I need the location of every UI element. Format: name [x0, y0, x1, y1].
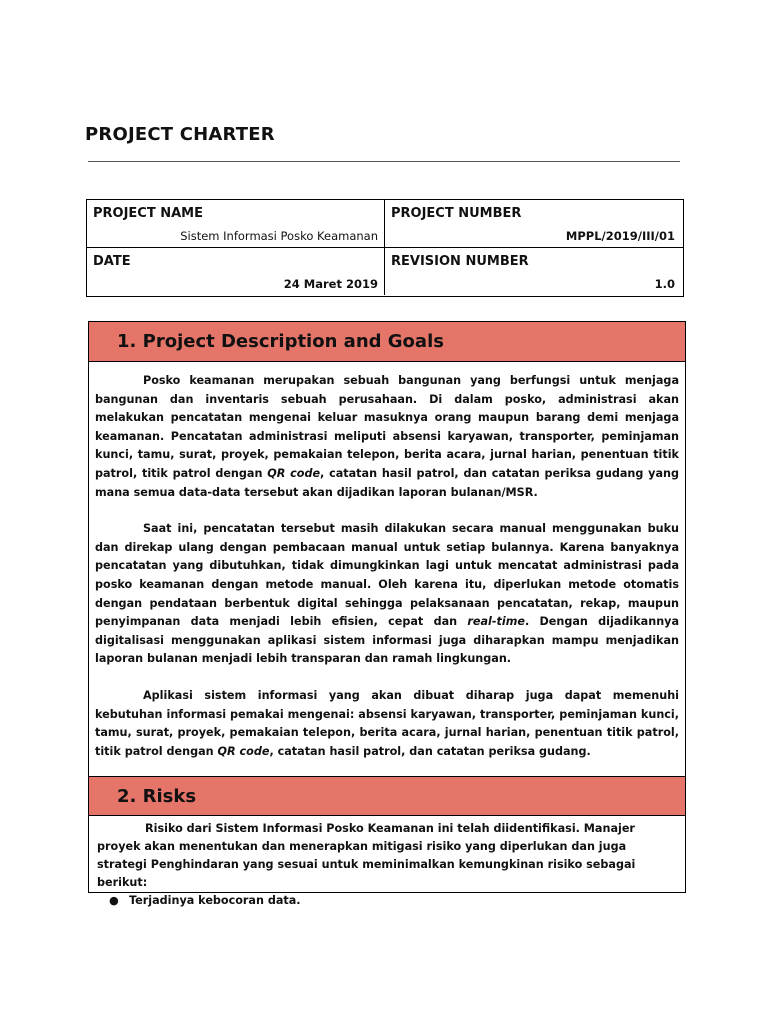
project-description-heading: 1. Project Description and Goals	[89, 322, 685, 362]
project-name-value: Sistem Informasi Posko Keamanan	[180, 229, 378, 243]
risks-heading: 2. Risks	[89, 777, 685, 816]
description-paragraph-1: Posko keamanan merupakan sebuah bangunan yang berfungsi untuk menjaga bangunan dan inventaris sebuah perusahaan. Di dalam posko, administrasi akan melakukan pencatatan mengenai keluar masuknya orang maupun barang demi menjaga keamanan. Pencatatan administrasi meliputi absensi karyawan, transporter, peminjaman kunci, tamu, surat, proyek, pemakaian telepon, berita acara, jurnal harian, penentuan titik patrol, titik patrol dengan QR code, catatan hasil patrol, dan catatan periksa gudang yang mana semua data-data tersebut akan dijadikan laporan bulanan/MSR.	[95, 374, 680, 499]
project-description-body	[89, 362, 685, 769]
project-number-label: PROJECT NUMBER	[391, 206, 522, 221]
risks-intro: Risiko dari Sistem Informasi Posko Keamanan ini telah diidentifikasi. Manajer proyek akan menentukan dan menerapkan mitigasi risiko yang diperlukan dan juga strategi Penghindaran yang sesuai untuk meminimalkan kemungkinan risiko sebagai berikut:	[97, 822, 636, 889]
risks-section	[88, 776, 686, 907]
project-info-table	[86, 199, 684, 297]
description-paragraph-3: Aplikasi sistem informasi yang akan dibuat diharap juga dapat memenuhi kebutuhan informasi pemakai mengenai: absensi karyawan, transporter, peminjaman kunci, tamu, surat, proyek, pemakaian telepon, berita acara, jurnal harian, penentuan titik patrol, titik patrol dengan QR code, catatan hasil patrol, dan catatan periksa gudang.	[95, 688, 679, 758]
description-paragraph-2: Saat ini, pencatatan tersebut masih dilakukan secara manual menggunakan buku dan direkap ulang dengan pembacaan manual untuk setiap bulannya. Karena banyaknya pencatatan yang dibutuhkan, tidak dimungkinkan lagi untuk mencatat administrasi pada posko keamanan dengan metode manual. Oleh karena itu, diperlukan metode otomatis dengan pendataan berbentuk digital sehingga pelaksanaan pencatatan, rekap, maupun penyimpanan data menjadi lebih efisien, cepat dan real-time. Dengan dijadikannya digitalisasi menggunakan aplikasi sistem informasi juga diharapkan mampu menjadikan laporan bulanan menjadi lebih transparan dan ramah lingkungan.	[95, 522, 680, 666]
project-number-cell	[385, 200, 683, 248]
title-divider	[88, 161, 680, 162]
revision-number-value: 1.0	[654, 277, 675, 291]
revision-number-label: REVISION NUMBER	[391, 254, 529, 269]
date-label: DATE	[93, 254, 131, 269]
project-number-value: MPPL/2019/III/01	[565, 229, 675, 243]
project-name-cell	[87, 200, 385, 248]
risks-body	[89, 816, 685, 914]
project-name-label: PROJECT NAME	[93, 206, 203, 221]
project-description-section	[88, 321, 686, 777]
date-value: 24 Maret 2019	[283, 277, 378, 291]
date-cell	[87, 248, 385, 295]
risks-list	[97, 892, 677, 910]
bullet-icon: ●	[109, 894, 119, 907]
revision-number-cell	[385, 248, 683, 295]
page-title: PROJECT CHARTER	[85, 124, 275, 145]
list-item: ● Terjadinya kebocoran data.	[129, 892, 677, 910]
